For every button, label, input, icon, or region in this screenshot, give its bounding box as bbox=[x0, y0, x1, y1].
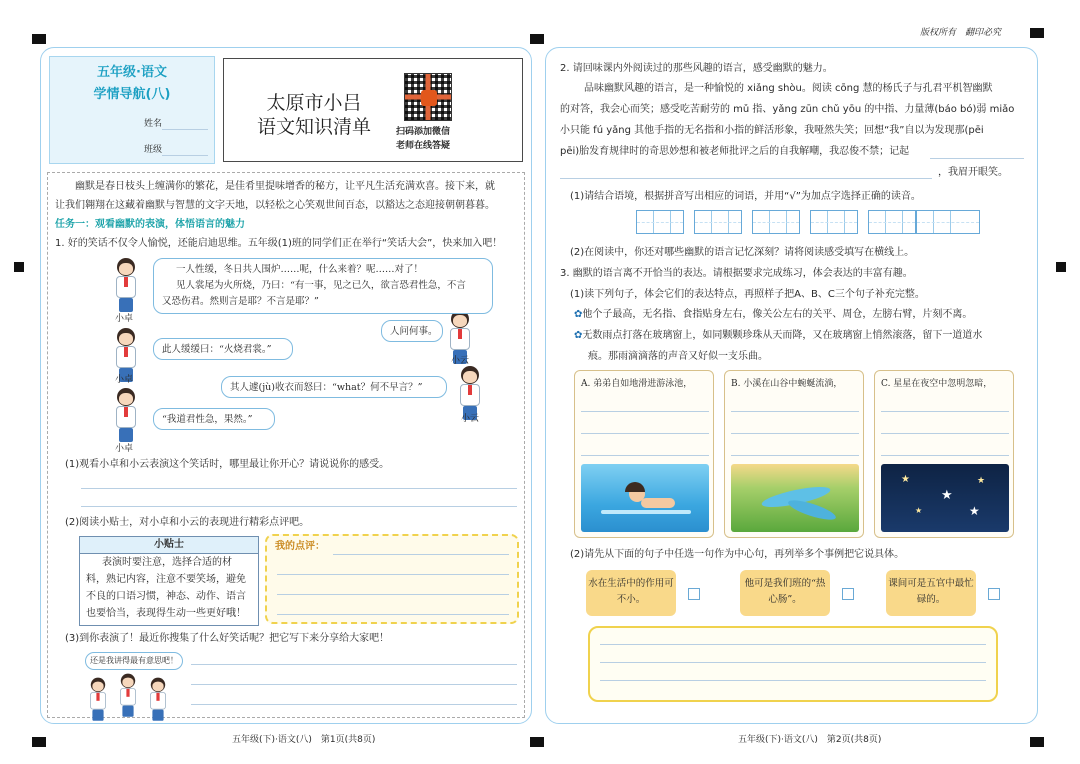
answer-line[interactable] bbox=[277, 594, 509, 595]
flower-icon: ✿ bbox=[574, 309, 583, 320]
passage-line-3: 小只能 fú yǎng 其他手指的无名指和小指的鲜活形象，我哑然失笑；回想“我”自以为发现那(pēi bbox=[560, 125, 984, 136]
flower-icon: ✿ bbox=[574, 330, 583, 341]
answer-line[interactable] bbox=[560, 178, 932, 179]
registration-mark bbox=[14, 262, 24, 272]
registration-mark bbox=[530, 34, 544, 44]
topic-checkbox-3[interactable] bbox=[988, 588, 1000, 600]
intro-line-2: 让我们翱翔在这藏着幽默与智慧的文字天地，以轻松之心笑观世间百态，以豁达之态迎接朝朝暮暮。 bbox=[55, 200, 495, 211]
speech-bubble: 一人性缓，冬日共人围炉……呢，什么来着？呢……对了！ 见人裳尾为火所烧，乃曰：“有一事，见之已久，欲言恐君性急，不言 又恐伤君。然则言是耶？不言是耶？” bbox=[153, 258, 493, 314]
group-speech-bubble: 还是我讲得最有意思吧！ bbox=[85, 652, 183, 670]
sentence-card-c: C. 星星在夜空中忽明忽暗， ★ ★ ★ ★ ★ bbox=[874, 370, 1014, 538]
pinyin-answer-grid[interactable] bbox=[868, 210, 916, 234]
name-label: 姓名 bbox=[144, 119, 163, 129]
answer-line[interactable] bbox=[600, 680, 986, 681]
pinyin-answer-grid[interactable] bbox=[694, 210, 742, 234]
answer-line[interactable] bbox=[600, 644, 986, 645]
speaker-name: 小卓 bbox=[115, 444, 134, 454]
name-field[interactable] bbox=[162, 129, 208, 130]
passage-line-1: 品味幽默风趣的语言，是一种愉悦的 xiǎng shòu。阅读 cōng 慧的杨氏子与孔君平机智幽默 bbox=[584, 83, 993, 94]
pinyin-answer-grid[interactable] bbox=[752, 210, 800, 234]
worksheet-page-1 bbox=[40, 47, 532, 724]
answer-line[interactable] bbox=[930, 158, 1024, 159]
qr-caption-1: 扫码添加微信 bbox=[396, 127, 451, 137]
registration-mark bbox=[1030, 737, 1044, 747]
speech-bubble: 人问何事。 bbox=[381, 320, 443, 342]
answer-line[interactable] bbox=[731, 411, 859, 412]
speech-bubble: 其人遽(jù)收衣而怒曰：“what？何不早言？” bbox=[221, 376, 447, 398]
answer-line[interactable] bbox=[731, 433, 859, 434]
example-sentence-1: ✿他个子最高，无名指、食指贴身左右，像关公左右的关平、周仓，左膀右臂，片刻不离。 bbox=[574, 309, 973, 320]
task-heading: 任务一：观看幽默的表演，体悟语言的魅力 bbox=[55, 219, 245, 230]
answer-line[interactable] bbox=[581, 411, 709, 412]
example-sentence-2: ✿无数雨点打落在玻璃窗上，如同颗颗珍珠从天而降，又在玻璃窗上悄然滚落，留下一道道水 bbox=[574, 330, 983, 341]
registration-mark bbox=[530, 737, 544, 747]
pinyin-answer-grid[interactable] bbox=[636, 210, 684, 234]
answer-line[interactable] bbox=[881, 411, 1009, 412]
qr-caption-2: 老师在线答疑 bbox=[396, 141, 451, 151]
registration-mark bbox=[1030, 28, 1044, 38]
registration-mark bbox=[32, 737, 46, 747]
writing-box[interactable] bbox=[588, 626, 998, 702]
grade-subject: 五年级·语文 bbox=[97, 65, 167, 80]
page-footer: 五年级(下)·语文(八) 第1页(共8页) bbox=[232, 735, 376, 745]
swimming-pool-illustration bbox=[581, 464, 709, 532]
brand-line-2: 语文知识清单 bbox=[256, 116, 371, 138]
example-sentence-2-cont: 痕。那雨滴滴落的声音又好似一支乐曲。 bbox=[588, 351, 768, 362]
tip-box: 小贴士 表演时要注意，选择合适的材 料，熟记内容，注意不要笑场，避免 不良的口语习惯，神态、动作、语言 也要恰当，表现得生动一些更好哦！ bbox=[79, 536, 259, 626]
class-label: 班级 bbox=[144, 145, 163, 155]
unit-title: 学情导航(八) bbox=[93, 87, 171, 102]
comment-box[interactable] bbox=[265, 534, 519, 624]
speaker-name: 小卓 bbox=[115, 375, 134, 385]
answer-line[interactable] bbox=[81, 506, 517, 507]
topic-checkbox-1[interactable] bbox=[688, 588, 700, 600]
stream-valley-illustration bbox=[731, 464, 859, 532]
speaker-name: 小云 bbox=[461, 414, 480, 424]
page-footer: 五年级(下)·语文(八) 第2页(共8页) bbox=[738, 735, 882, 745]
header-info-box bbox=[49, 56, 215, 164]
student-figure bbox=[88, 678, 109, 723]
speaker-name: 小卓 bbox=[115, 314, 134, 324]
answer-line[interactable] bbox=[731, 455, 859, 456]
question-1-1: (1)观看小卓和小云表演这个笑话时，哪里最让你开心？请说说你的感受。 bbox=[65, 459, 390, 470]
question-3-2: (2)请先从下面的句子中任选一句作为中心句，再列举多个事例把它说具体。 bbox=[570, 549, 905, 560]
topic-checkbox-2[interactable] bbox=[842, 588, 854, 600]
question-2: 2. 请回味课内外阅读过的那些风趣的语言，感受幽默的魅力。 bbox=[560, 63, 833, 74]
worksheet-page-2 bbox=[545, 47, 1038, 724]
question-3: 3. 幽默的语言离不开恰当的表达。请根据要求完成练习，体会表达的丰富有趣。 bbox=[560, 268, 913, 279]
answer-line[interactable] bbox=[333, 554, 509, 555]
answer-line[interactable] bbox=[581, 433, 709, 434]
answer-line[interactable] bbox=[191, 704, 517, 705]
tip-title: 小贴士 bbox=[80, 537, 258, 554]
question-3-1: (1)读下列句子，体会它们的表达特点，再照样子把A、B、C三个句子补充完整。 bbox=[570, 289, 925, 300]
speaker-name: 小云 bbox=[451, 356, 470, 366]
answer-line[interactable] bbox=[191, 664, 517, 665]
copyright-notice: 版权所有 翻印必究 bbox=[920, 28, 1002, 38]
question-2-1: (1)请结合语境，根据拼音写出相应的词语，并用“√”为加点字选择正确的读音。 bbox=[570, 191, 921, 202]
brand-line-1: 太原市小吕 bbox=[266, 92, 362, 114]
answer-line[interactable] bbox=[191, 684, 517, 685]
answer-line[interactable] bbox=[277, 614, 509, 615]
topic-card-2: 他可是我们班的“热心肠”。 bbox=[740, 570, 830, 616]
registration-mark bbox=[1056, 262, 1066, 272]
question-2-2: (2)在阅读中，你还对哪些幽默的语言记忆深刻？请将阅读感受填写在横线上。 bbox=[570, 247, 915, 258]
brand-box bbox=[223, 58, 523, 162]
passage-line-4: pēi)胎发育规律时的奇思妙想和被老师批评之后的自我解嘲，我忍俊不禁；记起 bbox=[560, 146, 910, 157]
answer-line[interactable] bbox=[277, 574, 509, 575]
speech-bubble: 此人缓缓曰：“火烧君裳。” bbox=[153, 338, 293, 360]
registration-mark bbox=[32, 34, 46, 44]
student-figure bbox=[148, 678, 169, 723]
student-xiaozhuo-figure bbox=[113, 258, 139, 314]
student-xiaozhuo-figure bbox=[113, 388, 139, 444]
question-1: 1. 好的笑话不仅令人愉悦，还能启迪思维。五年级(1)班的同学们正在举行“笑话大会”，快来加入吧！ bbox=[55, 238, 503, 249]
qr-code-icon bbox=[404, 73, 452, 121]
question-1-2: (2)阅读小贴士，对小卓和小云的表现进行精彩点评吧。 bbox=[65, 517, 310, 528]
answer-line[interactable] bbox=[81, 488, 517, 489]
answer-line[interactable] bbox=[600, 662, 986, 663]
answer-line[interactable] bbox=[881, 433, 1009, 434]
comment-label: 我的点评： bbox=[275, 541, 325, 552]
night-sky-illustration: ★ ★ ★ ★ ★ bbox=[881, 464, 1009, 532]
sentence-card-a: A. 弟弟自如地滑进游泳池， bbox=[574, 370, 714, 538]
answer-line[interactable] bbox=[881, 455, 1009, 456]
student-figure bbox=[118, 674, 139, 719]
speech-bubble: “我道君性急，果然。” bbox=[153, 408, 275, 430]
topic-card-3: 课间可是五官中最忙碌的。 bbox=[886, 570, 976, 616]
pinyin-answer-grid[interactable] bbox=[810, 210, 858, 234]
class-field[interactable] bbox=[162, 155, 208, 156]
pinyin-answer-grid[interactable] bbox=[916, 210, 980, 234]
topic-card-1: 水在生活中的作用可不小。 bbox=[586, 570, 676, 616]
question-1-3: (3)到你表演了！最近你搜集了什么好笑话呢？把它写下来分享给大家吧！ bbox=[65, 633, 390, 644]
passage-line-2: 的对答，我会心而笑；感受吃苦耐劳的 mǔ 指、yǎng zūn chǔ yōu 的中指、力量薄(báo bó)弱 miǎo bbox=[560, 104, 1015, 115]
intro-line-1: 幽默是春日枝头上缠满你的繁花，是佳肴里提味增香的秘方，让平凡生活充满欢喜。接下来，就 bbox=[75, 181, 495, 192]
sentence-card-b: B. 小溪在山谷中蜿蜒流淌， bbox=[724, 370, 864, 538]
passage-line-5: ，我眉开眼笑。 bbox=[938, 167, 1008, 178]
answer-line[interactable] bbox=[581, 455, 709, 456]
